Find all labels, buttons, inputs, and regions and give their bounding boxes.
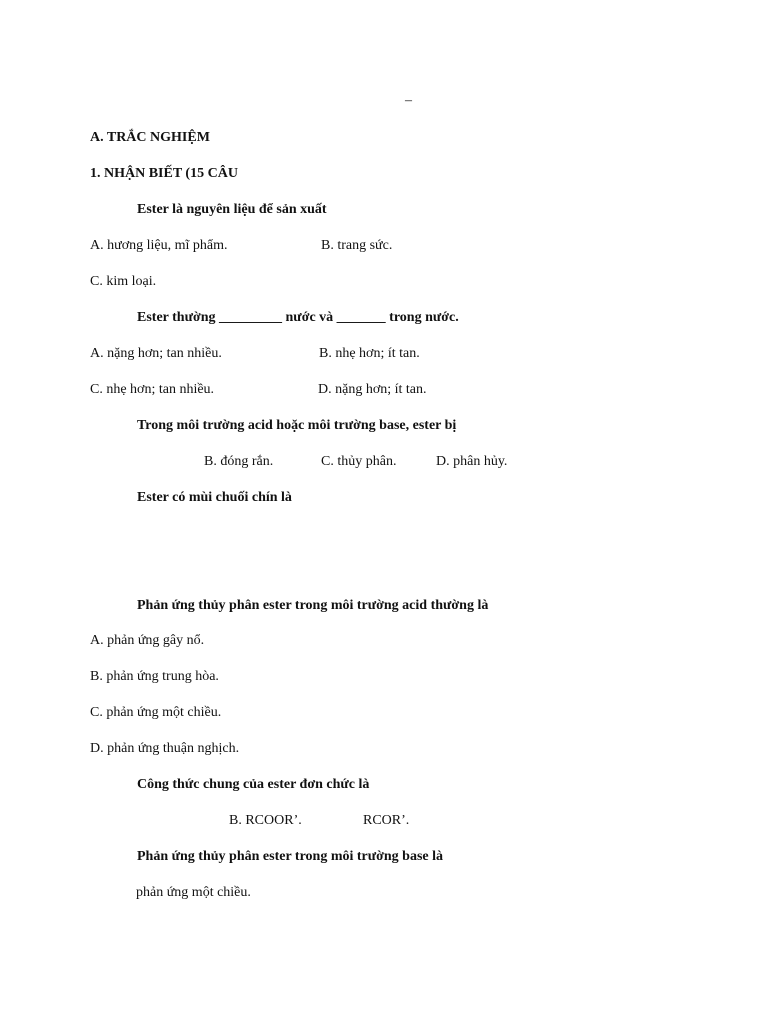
question-stem: Ester là nguyên liệu để sản xuất — [137, 202, 327, 217]
question-stem: Ester thường _________ nước và _______ trong nước. — [137, 310, 459, 325]
question-stem: Ester có mùi chuối chín là — [137, 490, 292, 505]
question-stem: Trong môi trường acid hoặc môi trường base, ester bị — [137, 418, 457, 433]
answer-option: A. nặng hơn; tan nhiều. — [90, 346, 222, 361]
answer-option: C. kim loại. — [90, 274, 157, 289]
answer-option: C. phản ứng một chiều. — [90, 705, 222, 720]
answer-option: A. hương liệu, mĩ phẩm. — [90, 238, 228, 253]
answer-option: B. RCOOR’. — [229, 813, 302, 828]
answer-option: RCOR’. — [363, 813, 410, 828]
answer-option: C. thủy phân. — [321, 454, 397, 469]
answer-option: B. trang sức. — [321, 238, 393, 253]
answer-option: B. đóng rắn. — [204, 454, 274, 469]
answer-option: B. phản ứng trung hòa. — [90, 669, 219, 684]
header-mark: – — [405, 93, 412, 108]
section-title: A. TRẮC NGHIỆM — [90, 130, 210, 145]
question-stem: Phản ứng thủy phân ester trong môi trường base là — [137, 849, 444, 864]
subsection-title: 1. NHẬN BIẾT (15 CÂU — [90, 166, 238, 181]
answer-option: B. nhẹ hơn; ít tan. — [319, 346, 420, 361]
answer-option: D. phản ứng thuận nghịch. — [90, 741, 240, 756]
answer-option: D. nặng hơn; ít tan. — [318, 382, 427, 397]
answer-option: D. phân hủy. — [436, 454, 508, 469]
question-stem: Công thức chung của ester đơn chức là — [137, 777, 370, 792]
answer-option: C. nhẹ hơn; tan nhiều. — [90, 382, 215, 397]
answer-option: phản ứng một chiều. — [136, 885, 251, 900]
question-stem: Phản ứng thủy phân ester trong môi trường acid thường là — [137, 598, 489, 613]
answer-option: A. phản ứng gây nổ. — [90, 633, 205, 648]
